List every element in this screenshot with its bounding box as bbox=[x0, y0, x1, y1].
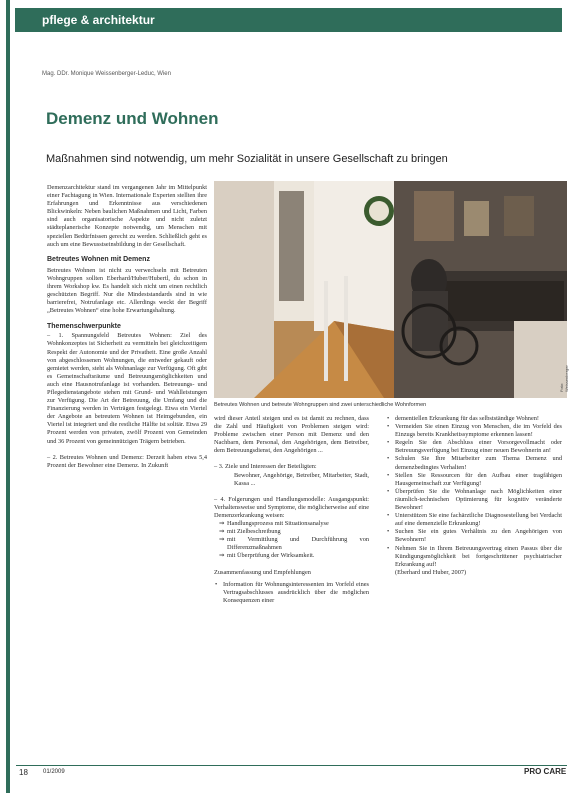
heading-betreutes-wohnen: Betreutes Wohnen mit Demenz bbox=[47, 255, 150, 263]
section-title: pflege & architektur bbox=[42, 13, 155, 27]
arrow-item: ⇒ mit Vermittlung und Durchführung von Differenzmaßnahmen bbox=[218, 536, 369, 552]
arrow-item: ⇒ mit Überprüfung der Wirksamkeit. bbox=[218, 552, 369, 560]
citation: (Eberhard und Huber, 2007) bbox=[395, 568, 467, 576]
left-accent-bar bbox=[6, 0, 10, 793]
column-2 bbox=[214, 415, 369, 605]
recommendation-item: • Schulen Sie Ihre Mitarbeiter zum Thema Demenz und demenzbedingtes Verhalten! bbox=[386, 455, 562, 471]
paragraph-betreutes-wohnen: Betreutes Wohnen ist nicht zu verwechseln mit Betreuten Wohngruppen sollten Eberhard/Huber/Hubertl, du schon in ihrem Workshop kw. Es handelt sich nicht um einen rechtlich geschützten Begriff. Nur die Mindeststandards sind in wie barrierefrei, Notrufanlage etc. Allerdings weckt der Begriff „Betreutes Wohnen“ eine hohe Erwartungshaltung. bbox=[47, 266, 207, 315]
photo-caption: Betreutes Wohnen und betreute Wohngruppen sind zwei unterschiedliche Wohnformen bbox=[214, 402, 427, 408]
paragraph-anteil: wird dieser Anteil steigen und es ist damit zu rechnen, dass die Zahl und Häufigkeit von Problemen steigen wird: Probleme zwischen einer Person mit Demenz und den Nachbarn, dem Personal, den Angehörigen, dem Betreiber, dem Betreuungsdienst, den Angehörigen ... bbox=[214, 415, 369, 455]
article-photo bbox=[214, 181, 567, 398]
article-subtitle: Maßnahmen sind notwendig, um mehr Sozialität in unsere Gesellschaft zu bringen bbox=[46, 153, 448, 165]
magazine-name: PRO CARE bbox=[524, 767, 567, 776]
recommendation-item: • Stellen Sie Ressourcen für den Aufbau einer tragfähigen Hausgemeinschaft zur Verfügung! bbox=[386, 472, 562, 488]
recommendation-item: • Information für Wohnungsinteressenten im Vorfeld eines Vertragsabschlusses ausdrücklich über die möglichen Konsequenzen einer bbox=[214, 581, 369, 605]
recommendation-item: • Suchen Sie ein gutes Verhältnis zu den Angehörigen von Bewohnern! bbox=[386, 528, 562, 544]
article-title: Demenz und Wohnen bbox=[46, 109, 219, 128]
column-1 bbox=[47, 184, 207, 470]
heading-zusammenfassung: Zusammenfassung und Empfehlungen bbox=[214, 568, 311, 576]
recommendation-item: • Unterstützen Sie eine fachärztliche Diagnosestellung bei Verdacht auf eine demenzielle Erkrankung! bbox=[386, 512, 562, 528]
footer-rule bbox=[16, 765, 567, 766]
heading-themenschwerpunkte: Themenschwerpunkte bbox=[47, 323, 121, 331]
intro-paragraph: Demenzarchitektur stand im vergangenen Jahr im Mittelpunkt einer Fachtagung in Wien. Internationale Experten stellten ihre Erfahrungen und Erkenntnisse aus verschiedenen Blickwinkeln: Neben baulichen Maßnahmen und Licht, Farben sind auch organisatorische Aspekte und nicht zuletzt städteplanerische Konzepte notwendig, um Menschen mit speziellen Bedürfnissen gerecht zu werden. Schließlich geht es auch um eine Bewusstseinsbildung in der Gesellschaft. bbox=[47, 184, 207, 248]
recommendation-list-start bbox=[214, 581, 369, 605]
issue-number: 01/2009 bbox=[43, 769, 65, 775]
paragraph-demenz: – 2. Betreutes Wohnen und Demenz: Derzeit haben etwa 5,4 Prozent der Bewohner eine Demenz. In Zukunft bbox=[47, 453, 207, 469]
arrow-item: ⇒ Handlungsprozess mit Situationsanalyse bbox=[218, 520, 369, 528]
author-line: Mag. DDr. Monique Weissenberger-Leduc, Wien bbox=[42, 71, 171, 77]
recommendation-item: • Überprüfen Sie die Wohnanlage nach Möglichkeiten einer räumlich-technischen Optimierung für kognitiv veränderte Bewohner! bbox=[386, 488, 562, 512]
arrow-list bbox=[214, 520, 369, 560]
paragraph-spannungsfeld: – 1. Spannungsfeld Betreutes Wohnen: Ziel des Wohnkonzeptes ist Sicherheit zu vermitteln bei gleichzeitigem Respekt der Autonomie und der Privatheit. Eine große Anzahl von abgeschlossenen Wohnungen, die entweder gekauft oder gemietet werden, steht als Wohnanlage zur Verfügung. Oft gibt es Gemeinschaftsräume und Betreuungsmöglichkeiten und auch eine Hausnotrufanlage ist vorhanden. Betreuungs- und Pflegedienstangebote stehen mit Grund- und Wahlleistungen zur Verfügung. Die Art der Betreuung, die Umfang und die Finanzierung werden in Verträgen festgelegt. Etwa ein Viertel der Angebote an betreutem Wohnen ist Heimgebunden, ein Viertel ist integriert und die restliche Hälfte ist solitär. Etwa 29 Prozent werden von privaten, zwölf Prozent von Gemeinden und 36 Prozent von gemeinnützigen Trägern betrieben. bbox=[47, 332, 207, 445]
recommendation-item: • Vermeiden Sie einen Einzug von Menschen, die im Vorfeld des Einzugs bereits Krankheitssymptome erkennen lassen! bbox=[386, 423, 562, 439]
paragraph-ziele: – 3. Ziele und Interessen der Beteiligten: bbox=[214, 463, 317, 471]
arrow-item: ⇒ mit Zielbeschreibung bbox=[218, 528, 369, 536]
page-number: 18 bbox=[19, 768, 28, 777]
recommendation-item: • Regeln Sie den Abschluss einer Vorsorgevollmacht oder Betreuungsverfügung bei Einzug einer neuen Bewohnerin an! bbox=[386, 439, 562, 455]
paragraph-folgerungen: – 4. Folgerungen und Handlungsmodelle: Ausgangspunkt: Verhaltensweise und Symptome, die möglicherweise auf eine Demenzerkrankung weisen: bbox=[214, 495, 369, 519]
recommendation-item: • Nehmen Sie in Ihrem Betreuungsvertrag einen Passus über die Kündigungsmöglichkeit bei fortgeschrittener psychiatrischer Erkrankung auf! bbox=[386, 545, 562, 569]
photo-credit: Foto: Weissenberger bbox=[559, 365, 569, 392]
paragraph-beteiligte: Bewohner, Angehörige, Betreiber, Mitarbeiter, Stadt, Kassa ... bbox=[234, 471, 369, 487]
recommendation-list bbox=[386, 415, 562, 569]
column-3 bbox=[386, 415, 562, 577]
recommendation-item: • dementiellen Erkrankung für das selbstständige Wohnen! bbox=[386, 415, 562, 423]
corridor-photo-illustration bbox=[214, 181, 567, 398]
